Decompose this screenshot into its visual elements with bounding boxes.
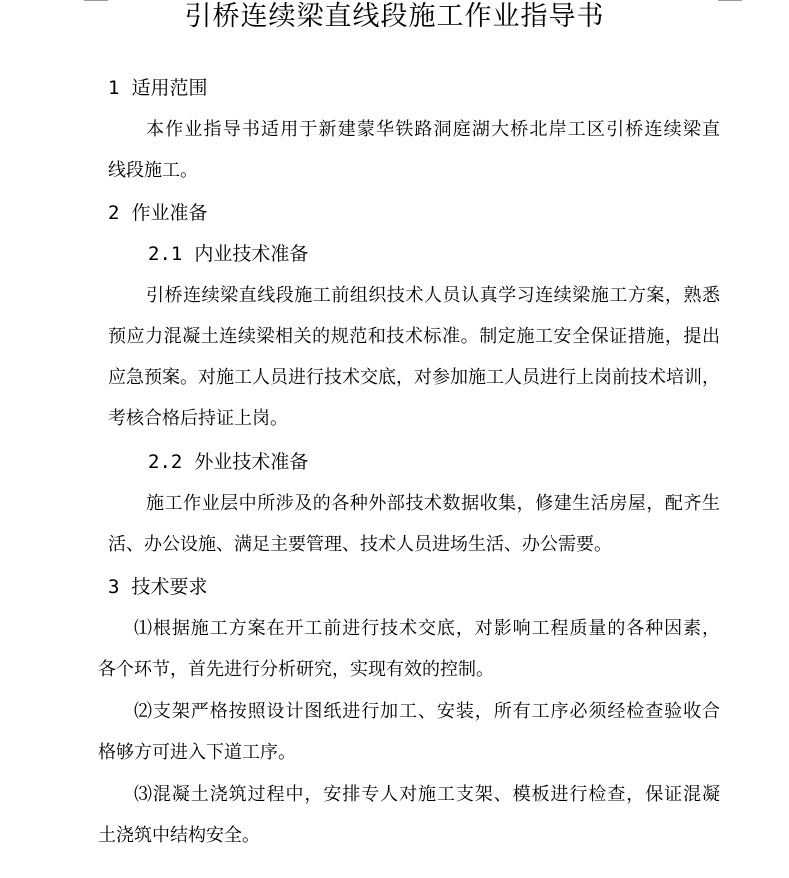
paragraph-line: 考核合格后持证上岗。 [108,408,288,429]
requirement-item-1 [98,608,720,690]
paragraph-line: 应急预案。对施工人员进行技术交底，对参加施工人员进行上岗前技术培训， [108,367,720,388]
subsection-2-2-title: 外业技术准备 [194,451,309,473]
paragraph-line: 各个环节，首先进行分析研究，实现有效的控制。 [98,659,494,680]
section-3-title: 技术要求 [131,576,208,598]
paragraph-line: 引桥连续梁直线段施工前组织技术人员认真学习连续梁施工方案，熟悉 [146,285,720,306]
requirement-item-3 [98,774,720,856]
section-1-heading [108,75,207,101]
requirement-item-2 [98,691,720,773]
paragraph-line: 土浇筑中结构安全。 [98,825,260,846]
paragraph-line: ⑵支架严格按照设计图纸进行加工、安装，所有工序必须经检查验收合 [134,701,720,722]
subsection-2-1-heading [148,241,308,267]
subsection-2-1-number: 2.1 [148,243,183,265]
section-3-number: 3 [108,576,120,598]
paragraph-line: 格够方可进入下道工序。 [98,742,296,763]
paragraph-line: ⑶混凝土浇筑过程中，安排专人对施工支架、模板进行检查，保证混凝 [134,784,720,805]
subsection-2-2-number: 2.2 [148,451,183,473]
paragraph-line: 预应力混凝土连续梁相关的规范和技术标准。制定施工安全保证措施，提出 [108,326,720,347]
paragraph-line: ⑴根据施工方案在开工前进行技术交底，对影响工程质量的各种因素， [134,618,720,639]
section-2-number: 2 [108,202,120,224]
section-1-title: 适用范围 [131,77,208,99]
section-1-number: 1 [108,77,120,99]
section-3-heading [108,574,207,600]
document-title: 引桥连续梁直线段施工作业指导书 [184,1,605,32]
paragraph-line: 本作业指导书适用于新建蒙华铁路洞庭湖大桥北岸工区引桥连续梁直 [146,119,720,140]
subsection-2-2-heading [148,449,308,475]
subsection-2-1-title: 内业技术准备 [194,243,309,265]
paragraph-line: 线段施工。 [108,160,198,181]
paragraph-line: 施工作业层中所涉及的各种外部技术数据收集，修建生活房屋，配齐生 [146,493,720,514]
section-2-title: 作业准备 [131,202,208,224]
section-2-heading [108,200,207,226]
section-1-paragraph [108,109,720,191]
subsection-2-1-paragraph [108,275,720,439]
subsection-2-2-paragraph [108,483,720,565]
paragraph-line: 活、办公设施、满足主要管理、技术人员进场生活、办公需要。 [108,534,612,555]
